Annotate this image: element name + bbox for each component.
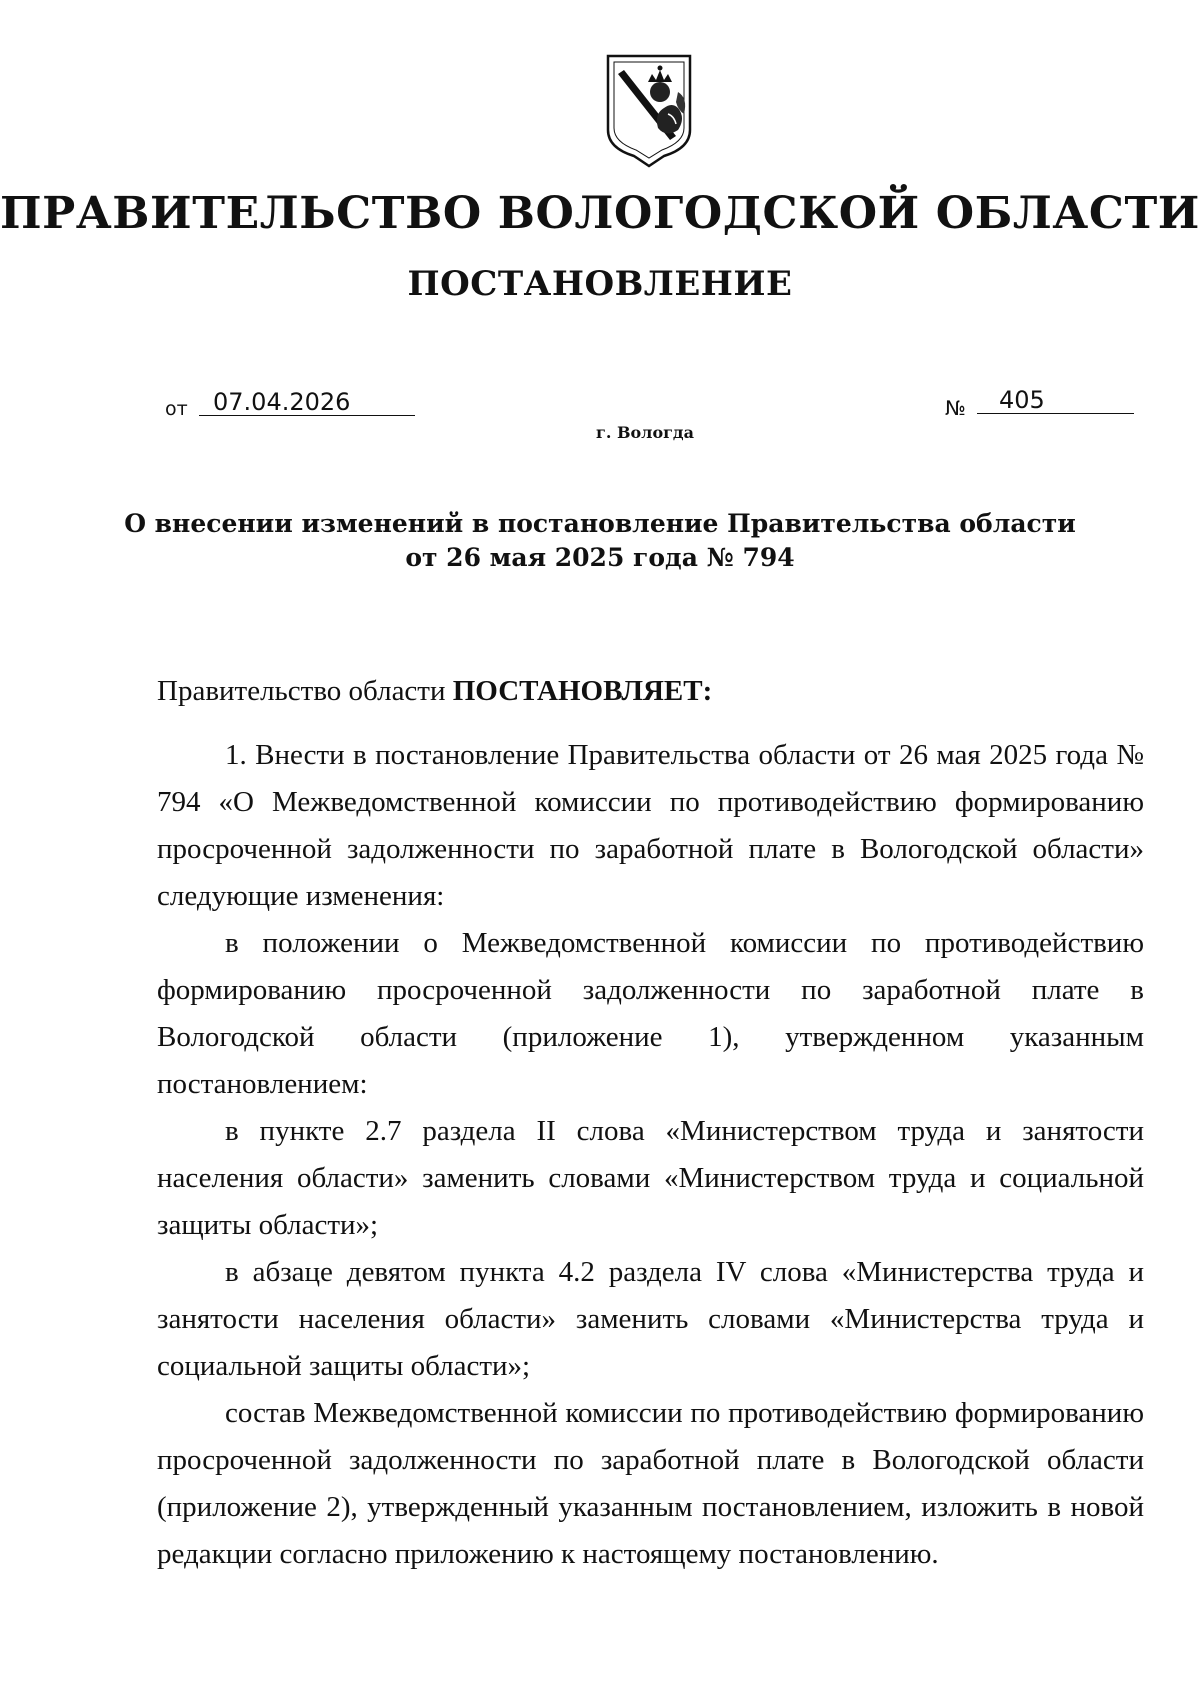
date-prefix-label: от	[165, 398, 188, 420]
number-prefix-label: №	[945, 396, 966, 420]
document-date: 07.04.2026	[199, 388, 415, 416]
body-paragraph: в абзаце девятом пункта 4.2 раздела IV слова «Министерства труда и занятости населения области» заменить словами «Министерства труда и социальной защиты области»;	[157, 1256, 1144, 1382]
preamble	[157, 668, 1144, 715]
document-body	[157, 668, 1144, 1578]
body-paragraph: состав Межведомственной комиссии по противодействию формированию просроченной задолженности по заработной плате в Вологодской области (приложение 2), утвержденный указанным постановлением, изложить в новой редакции согласно приложению к настоящему постановлению.	[157, 1397, 1144, 1570]
body-paragraph: в положении о Межведомственной комиссии по противодействию формированию просроченной задолженности по заработной плате в Вологодской области (приложение 1), утвержденном указанным постановлением:	[157, 927, 1144, 1100]
body-paragraph: в пункте 2.7 раздела II слова «Министерством труда и занятости населения области» заменить словами «Министерством труда и социальной защиты области»;	[157, 1115, 1144, 1241]
document-number: 405	[977, 386, 1134, 414]
document-subject	[0, 507, 1200, 575]
body-paragraph: 1. Внести в постановление Правительства области от 26 мая 2025 года № 794 «О Межведомственной комиссии по противодействию формированию просроченной задолженности по заработной плате в Вологодской области» следующие изменения:	[157, 739, 1144, 912]
subject-line-1: О внесении изменений в постановление Правительства области	[124, 509, 1076, 538]
organization-title: ПРАВИТЕЛЬСТВО ВОЛОГОДСКОЙ ОБЛАСТИ	[0, 188, 1200, 239]
preamble-resolves: ПОСТАНОВЛЯЕТ:	[452, 675, 713, 707]
subject-line-2: от 26 мая 2025 года № 794	[405, 543, 795, 572]
document-type-heading: ПОСТАНОВЛЕНИЕ	[407, 264, 793, 304]
coat-of-arms-emblem	[604, 52, 694, 168]
city-label: г. Вологда	[596, 423, 694, 442]
preamble-text: Правительство области	[157, 675, 453, 707]
